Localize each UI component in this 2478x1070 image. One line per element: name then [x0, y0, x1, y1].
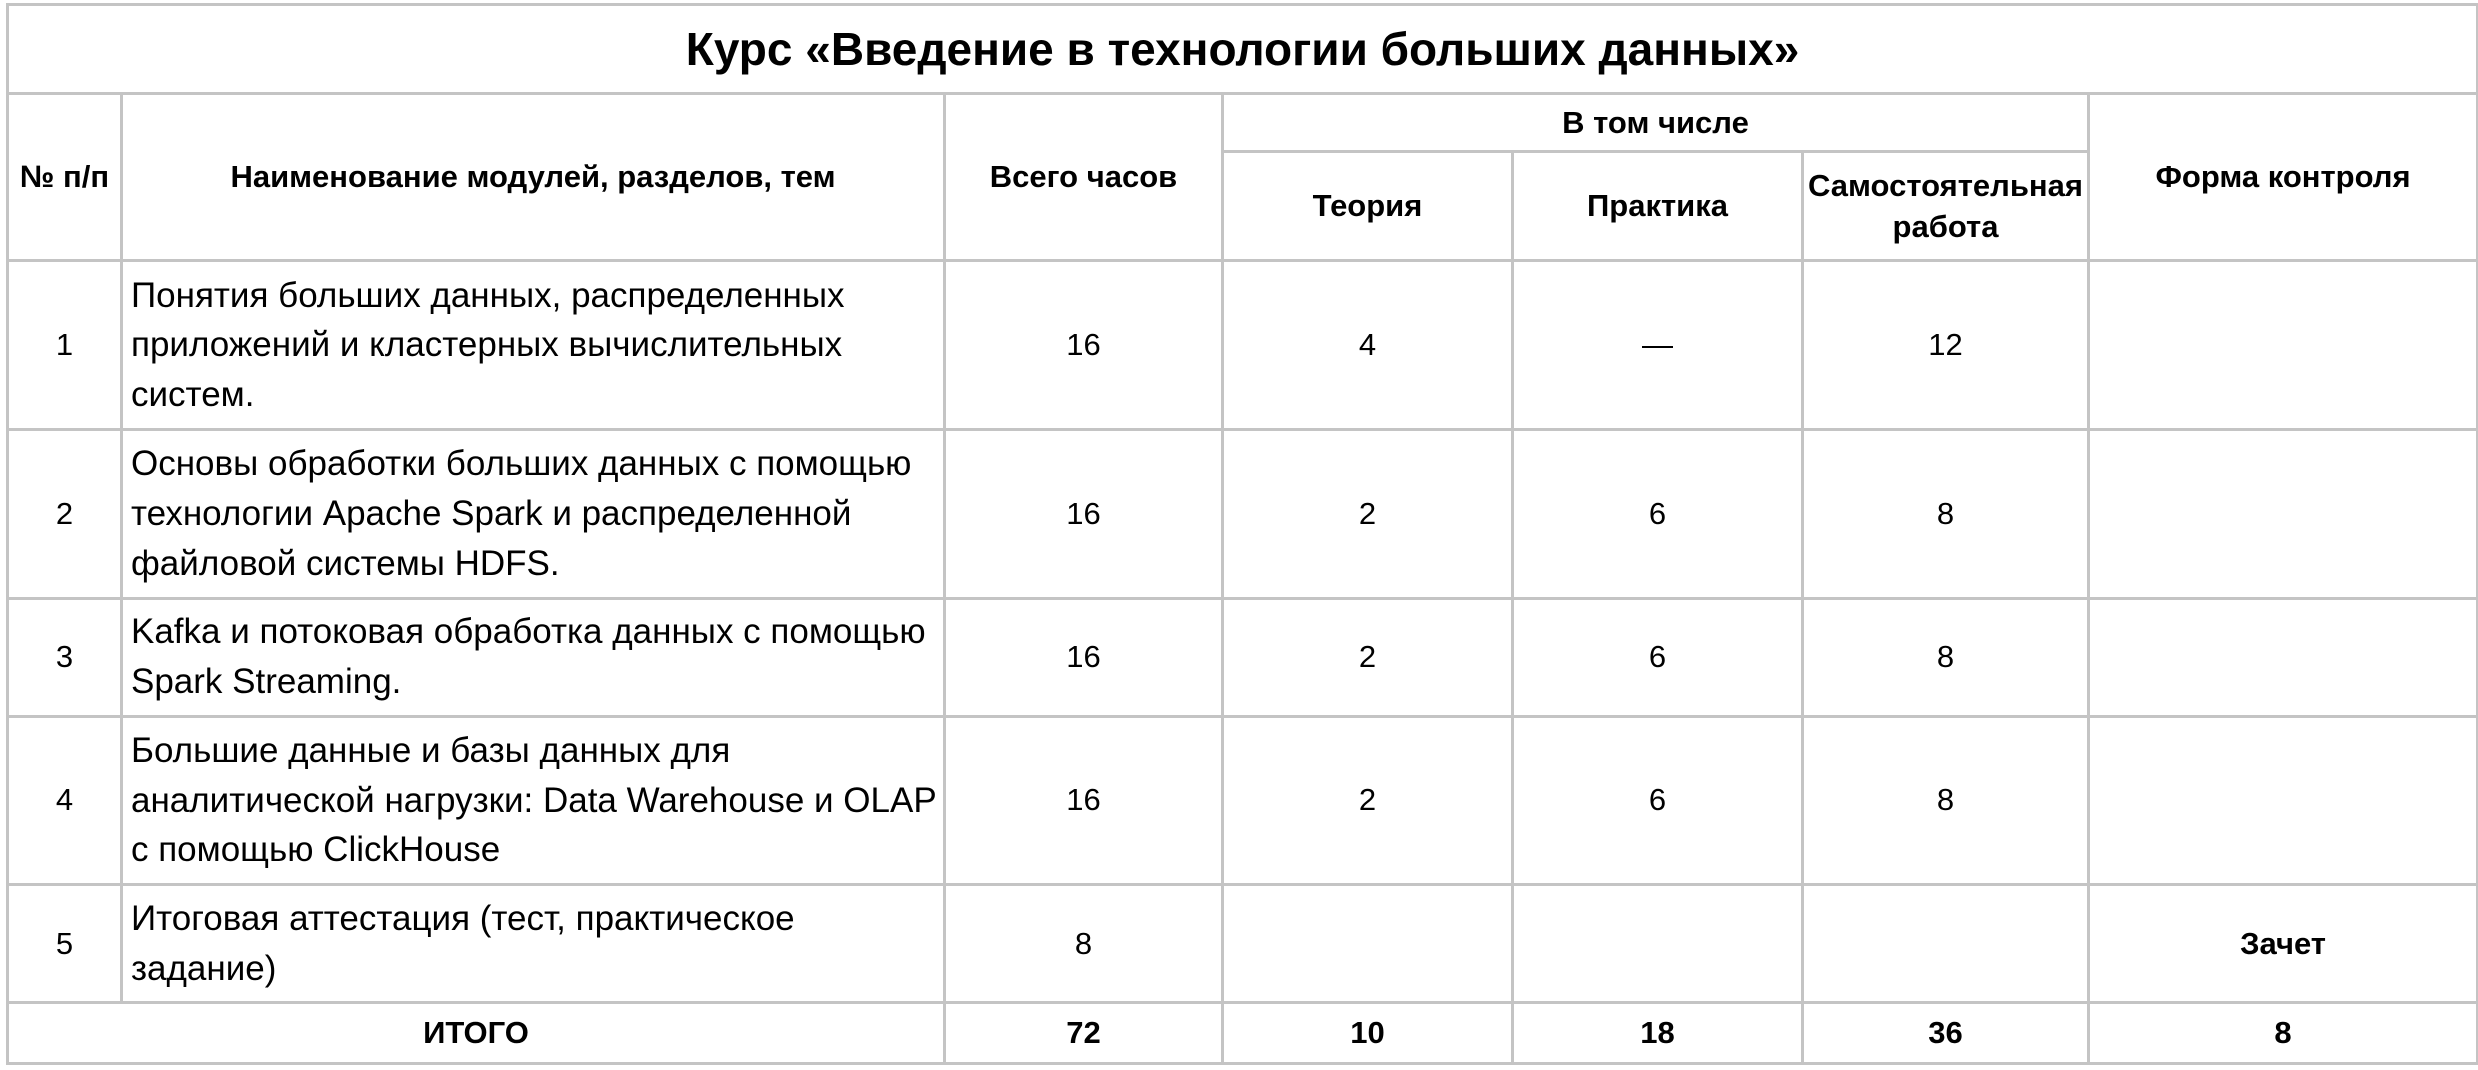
totals-label: ИТОГО: [8, 1003, 945, 1064]
row-name: Понятия больших данных, распределенных приложений и кластерных вычислительных систем.: [122, 261, 945, 430]
row-name: Kafka и потоковая обработка данных с помощью Spark Streaming.: [122, 598, 945, 716]
row-total: 8: [945, 885, 1223, 1003]
header-control: Форма контроля: [2089, 93, 2478, 261]
table-row: [8, 429, 2478, 598]
row-theory: 2: [1223, 716, 1513, 885]
row-name: Большие данные и базы данных для аналитической нагрузки: Data Warehouse и OLAP с помощью ClickHouse: [122, 716, 945, 885]
row-practice: 6: [1513, 716, 1803, 885]
title-row: [8, 5, 2478, 94]
row-theory: 4: [1223, 261, 1513, 430]
row-num: 5: [8, 885, 122, 1003]
header-total-hours: Всего часов: [945, 93, 1223, 261]
totals-row: [8, 1003, 2478, 1064]
row-theory: 2: [1223, 598, 1513, 716]
row-self-work: 8: [1803, 429, 2089, 598]
table-title: Курс «Введение в технологии больших данных»: [8, 5, 2478, 94]
course-table: [6, 3, 2478, 1065]
row-theory: [1223, 885, 1513, 1003]
header-practice: Практика: [1513, 152, 1803, 261]
row-num: 2: [8, 429, 122, 598]
row-control: Зачет: [2089, 885, 2478, 1003]
row-practice: [1513, 885, 1803, 1003]
row-total: 16: [945, 429, 1223, 598]
row-self-work: 8: [1803, 716, 2089, 885]
header-theory: Теория: [1223, 152, 1513, 261]
totals-control: 8: [2089, 1003, 2478, 1064]
row-name: Итоговая аттестация (тест, практическое задание): [122, 885, 945, 1003]
header-name: Наименование модулей, разделов, тем: [122, 93, 945, 261]
row-practice: 6: [1513, 598, 1803, 716]
header-num: № п/п: [8, 93, 122, 261]
row-self-work: 12: [1803, 261, 2089, 430]
totals-self-work: 36: [1803, 1003, 2089, 1064]
row-control: [2089, 261, 2478, 430]
header-row-1: [8, 93, 2478, 152]
row-control: [2089, 598, 2478, 716]
header-self-work: Самостоятельная работа: [1803, 152, 2089, 261]
table-row: [8, 261, 2478, 430]
row-practice: —: [1513, 261, 1803, 430]
totals-total: 72: [945, 1003, 1223, 1064]
row-control: [2089, 716, 2478, 885]
row-total: 16: [945, 261, 1223, 430]
table-row: [8, 598, 2478, 716]
row-theory: 2: [1223, 429, 1513, 598]
totals-theory: 10: [1223, 1003, 1513, 1064]
header-including: В том числе: [1223, 93, 2089, 152]
row-name: Основы обработки больших данных с помощью технологии Apache Spark и распределенной файловой системы HDFS.: [122, 429, 945, 598]
table-row: [8, 716, 2478, 885]
row-num: 3: [8, 598, 122, 716]
row-total: 16: [945, 598, 1223, 716]
row-practice: 6: [1513, 429, 1803, 598]
totals-practice: 18: [1513, 1003, 1803, 1064]
row-num: 1: [8, 261, 122, 430]
row-control: [2089, 429, 2478, 598]
row-self-work: 8: [1803, 598, 2089, 716]
row-total: 16: [945, 716, 1223, 885]
row-num: 4: [8, 716, 122, 885]
row-self-work: [1803, 885, 2089, 1003]
table-row: [8, 885, 2478, 1003]
